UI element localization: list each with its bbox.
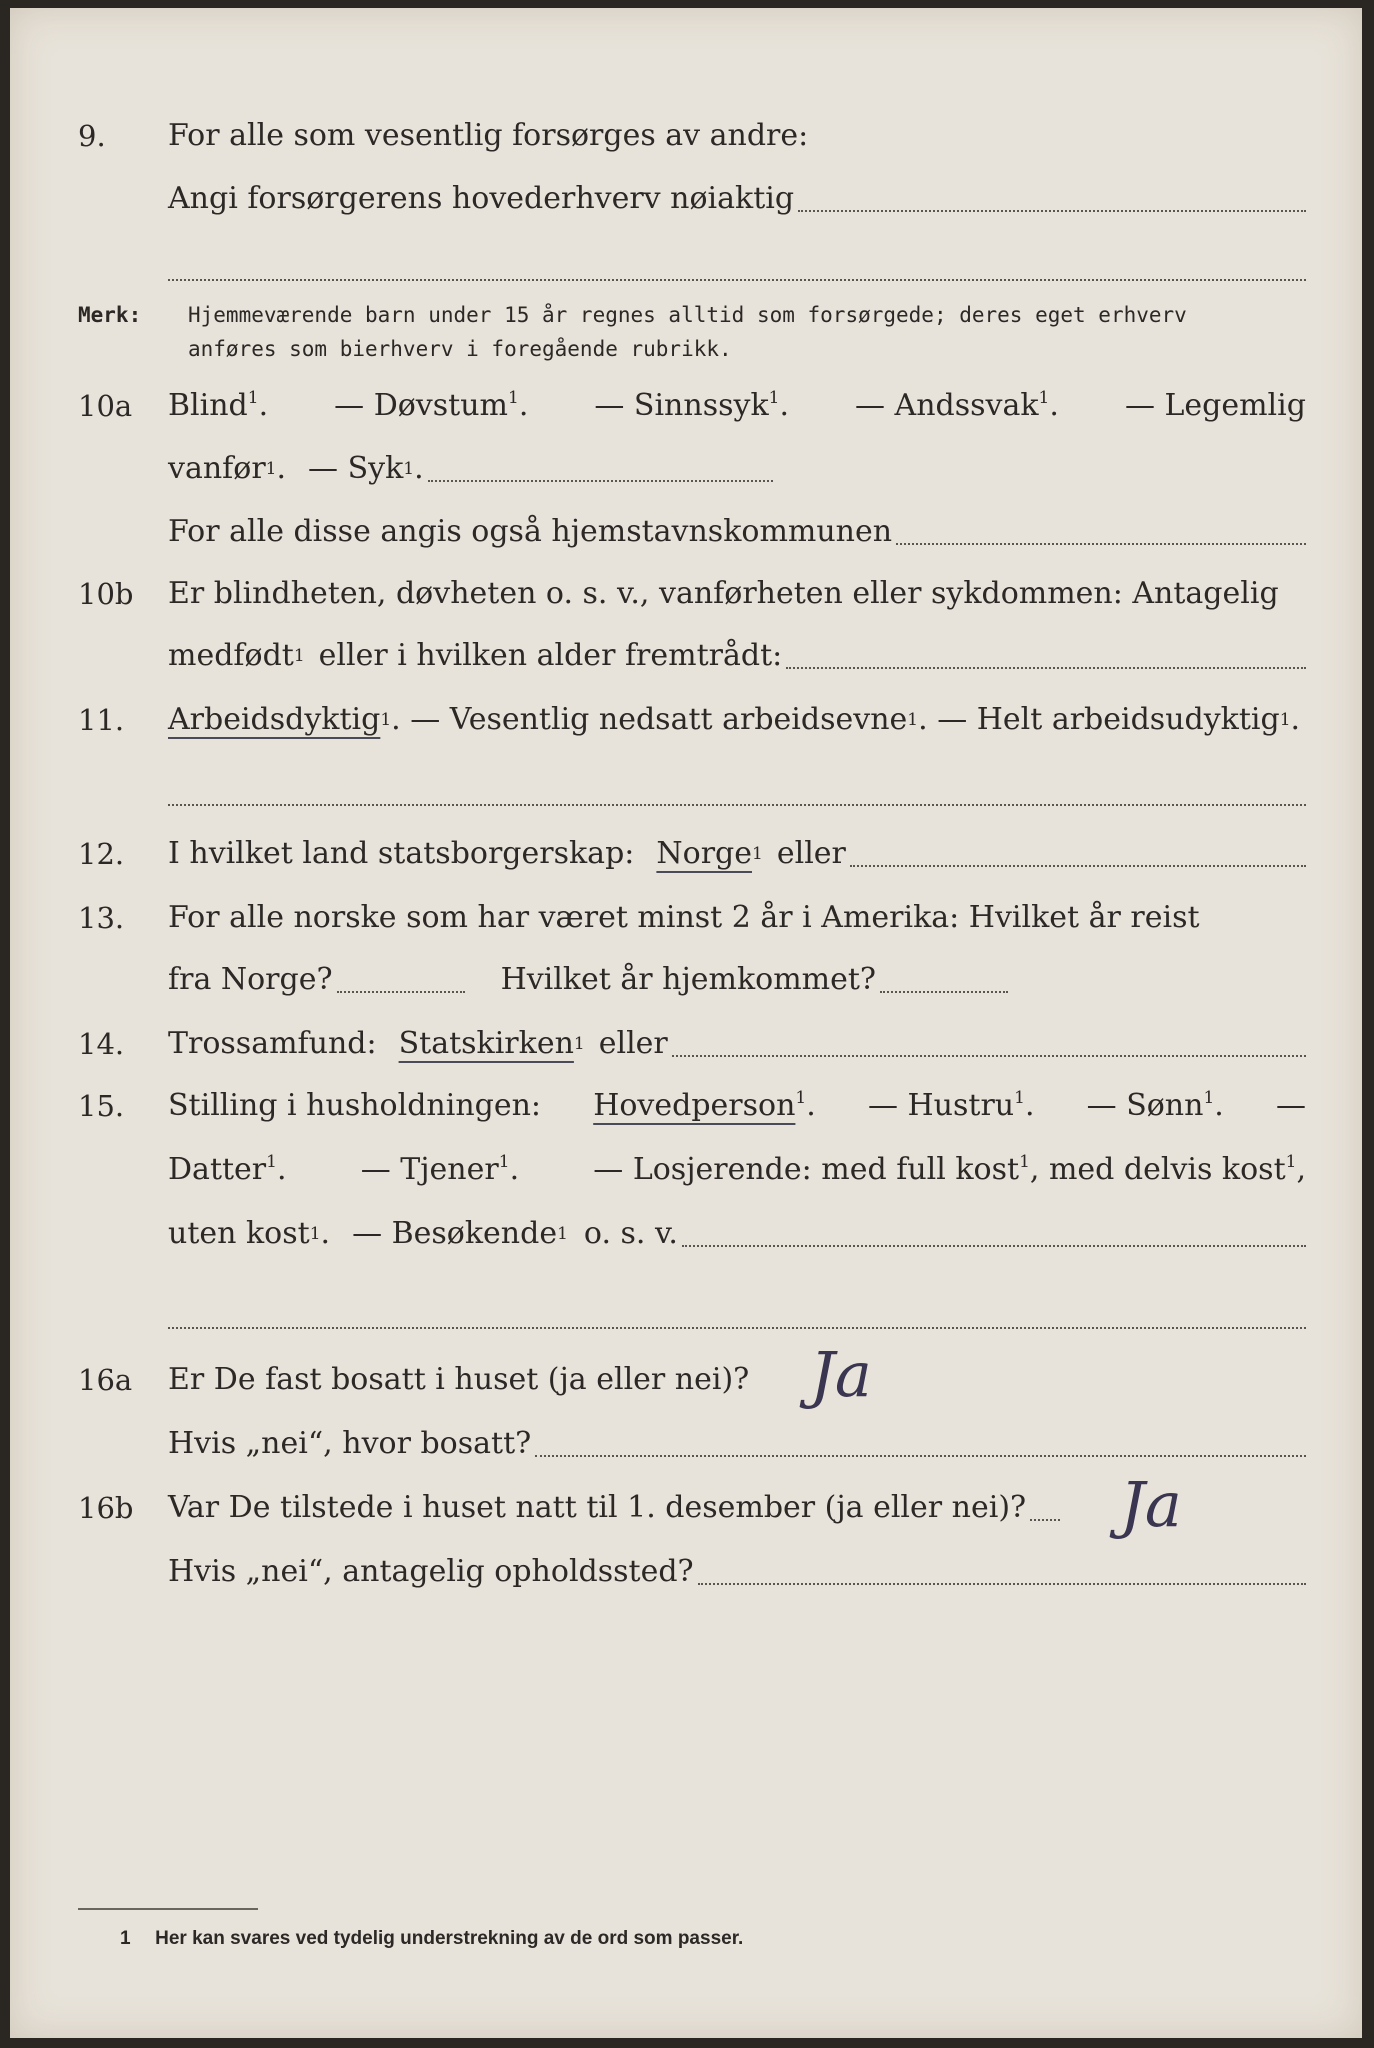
q15-row2: Datter$^1$. — Tjener$^1$. — Losjerende: med full kost$^1$, med delvis kost$^1$, (168, 1152, 1306, 1187)
q15-number: 15. (78, 1089, 125, 1123)
q10a-row2: vanfør 1 . — Syk 1 . (10, 443, 1362, 493)
q12-other-field[interactable] (850, 864, 1306, 867)
q14-other-field[interactable] (672, 1054, 1306, 1057)
q16a-question: Er De fast bosatt i huset (ja eller nei)? (168, 1362, 750, 1397)
q16b-followup: Hvis „nei“, antagelig opholdssted? (168, 1554, 694, 1589)
q15-answer-line[interactable] (168, 1326, 1306, 1329)
footnote-mark: 1 (120, 1928, 131, 1949)
q10b-alder-field[interactable] (786, 666, 1306, 669)
q15-opt-hustru[interactable]: — Hustru (867, 1088, 1015, 1123)
q15-opt-datter[interactable]: Datter (168, 1152, 267, 1187)
q12-eller: eller (776, 836, 846, 871)
q9-number: 9. (78, 119, 106, 153)
q10b-number: 10b (78, 577, 134, 611)
q15-opt-uten-kost[interactable]: uten kost (168, 1216, 310, 1251)
q10b-row (10, 568, 1362, 618)
q12-row: 12. I hvilket land statsborgerskap: Norge 1 eller (10, 828, 1362, 878)
q13-reist-label: fra Norge? (168, 962, 333, 997)
footnote-text: Her kan svares ved tydelig understrekning av de ord som passer. (155, 1928, 744, 1949)
q10a-opt-blind[interactable]: Blind (168, 388, 248, 423)
q15-osv: o. s. v. (583, 1216, 678, 1251)
q10a-opt-vanfor[interactable]: vanfør (168, 451, 266, 486)
q9-row (10, 110, 1362, 160)
q10a-opt-andssvak[interactable]: — Andssvak (855, 388, 1039, 423)
note-line2: anføres som bierhverv i foregående rubrikk. (188, 337, 732, 361)
q13-line1: For alle norske som har været minst 2 år i Amerika: Hvilket år reist (168, 900, 1200, 935)
q16a-row (10, 1354, 1362, 1404)
q9-row2 (10, 173, 1362, 223)
q16b-opholdssted-field[interactable] (698, 1582, 1306, 1585)
q10a-opt-sinnssyk[interactable]: — Sinnssyk (594, 388, 769, 423)
q11-number: 11. (78, 703, 125, 737)
q15-opt-besokende[interactable]: — Besøkende (352, 1216, 558, 1251)
q15-row: 15. Stilling i husholdningen: Hovedperson$^1$. — Hustru$^1$. — Sønn$^1$. — (78, 1088, 1306, 1123)
q10a-opt-dovstum[interactable]: — Døvstum (334, 388, 508, 423)
q14-row: 14. Trossamfund: Statskirken 1 eller (10, 1018, 1362, 1068)
q15-opt-hovedperson[interactable]: Hovedperson (593, 1088, 796, 1123)
q11-answer-line[interactable] (168, 803, 1306, 806)
q16b-question: Var De tilstede i huset natt til 1. desember (ja eller nei)? (168, 1490, 1027, 1525)
q14-opt-statskirken[interactable]: Statskirken (398, 1026, 574, 1061)
q9-answer-line2[interactable] (168, 278, 1306, 281)
q15-opt-delvis-kost[interactable]: , med delvis kost (1029, 1152, 1286, 1187)
q13-row2 (10, 954, 1362, 1004)
q10a-row: 10a Blind$^1$. — Døvstum$^1$. — Sinnssyk$^1$. — Andssvak$^1$. — Legemlig (78, 388, 1306, 423)
q15-question: Stilling i husholdningen: (168, 1088, 542, 1123)
q15-opt-full-kost[interactable]: — Losjerende: med full kost (593, 1152, 1020, 1187)
q13-hjemkommet-field[interactable] (880, 990, 1008, 993)
q12-opt-norge[interactable]: Norge (656, 836, 753, 871)
q16a-number: 16a (78, 1363, 133, 1397)
q13-row (10, 892, 1362, 942)
q13-number: 13. (78, 901, 125, 935)
footnote (120, 1928, 743, 1950)
note-line1: Hjemmeværende barn under 15 år regnes alltid som forsørgede; deres eget erhverv (188, 303, 1187, 327)
q12-question: I hvilket land statsborgerskap: (168, 836, 635, 871)
q14-eller: eller (598, 1026, 668, 1061)
q10a-syk-field[interactable] (428, 479, 773, 482)
q10a-opt-legemlig[interactable]: — Legemlig (1124, 388, 1306, 423)
q10b-line1: Er blindheten, døvheten o. s. v., vanførheten eller sykdommen: Antagelig (168, 576, 1279, 611)
q9-line1: For alle som vesentlig forsørges av andre: (168, 118, 809, 153)
q9-line2: Angi forsørgerens hovederhverv nøiaktig (168, 181, 795, 216)
q11-opt-nedsatt[interactable]: — Vesentlig nedsatt arbeidsevne (410, 702, 908, 737)
q10b-opt-medfodt[interactable]: medfødt (168, 638, 294, 673)
q10a-number: 10a (78, 389, 133, 423)
q16a-handwritten-answer[interactable]: Ja (810, 1338, 872, 1411)
q16b-handwritten-answer[interactable]: Ja (1120, 1468, 1182, 1541)
q13-hjemkommet-label: Hvilket år hjemkommet? (500, 962, 877, 997)
q15-dash: — (1276, 1088, 1306, 1123)
q15-opt-tjener[interactable]: — Tjener (360, 1152, 499, 1187)
q10a-row3 (10, 506, 1362, 556)
q14-number: 14. (78, 1027, 125, 1061)
census-form-page (10, 8, 1362, 2038)
q13-reist-field[interactable] (337, 990, 465, 993)
q16b-row2 (10, 1546, 1362, 1596)
q10a-opt-syk[interactable]: — Syk (308, 451, 404, 486)
q10a-kommune-field[interactable] (896, 542, 1306, 545)
q16a-followup: Hvis „nei“, hvor bosatt? (168, 1426, 532, 1461)
q11-opt-udyktig[interactable]: — Helt arbeidsudyktig (937, 702, 1280, 737)
q16b-number: 16b (78, 1491, 134, 1525)
q10b-row2: medfødt 1 eller i hvilken alder fremtrådt: (10, 630, 1362, 680)
q15-row3: uten kost 1 . — Besøkende 1 o. s. v. (10, 1208, 1362, 1258)
q10b-line2: eller i hvilken alder fremtrådt: (318, 638, 783, 673)
note-label: Merk: (78, 303, 142, 327)
footnote-divider (78, 1908, 258, 1910)
q14-question: Trossamfund: (168, 1026, 377, 1061)
q12-number: 12. (78, 837, 125, 871)
q10a-line3: For alle disse angis også hjemstavnskommunen (168, 514, 893, 549)
q16a-bosatt-field[interactable] (535, 1454, 1306, 1457)
q15-opt-sonn[interactable]: — Sønn (1086, 1088, 1204, 1123)
q11-opt-arbeidsdyktig[interactable]: Arbeidsdyktig (168, 702, 381, 737)
q16a-row2 (10, 1418, 1362, 1468)
q9-answer-field[interactable] (798, 209, 1306, 212)
q11-row: 11. Arbeidsdyktig 1 . — Vesentlig nedsatt arbeidsevne 1 . — Helt arbeidsudyktig 1 . (78, 702, 1301, 737)
q15-other-field[interactable] (682, 1244, 1306, 1247)
